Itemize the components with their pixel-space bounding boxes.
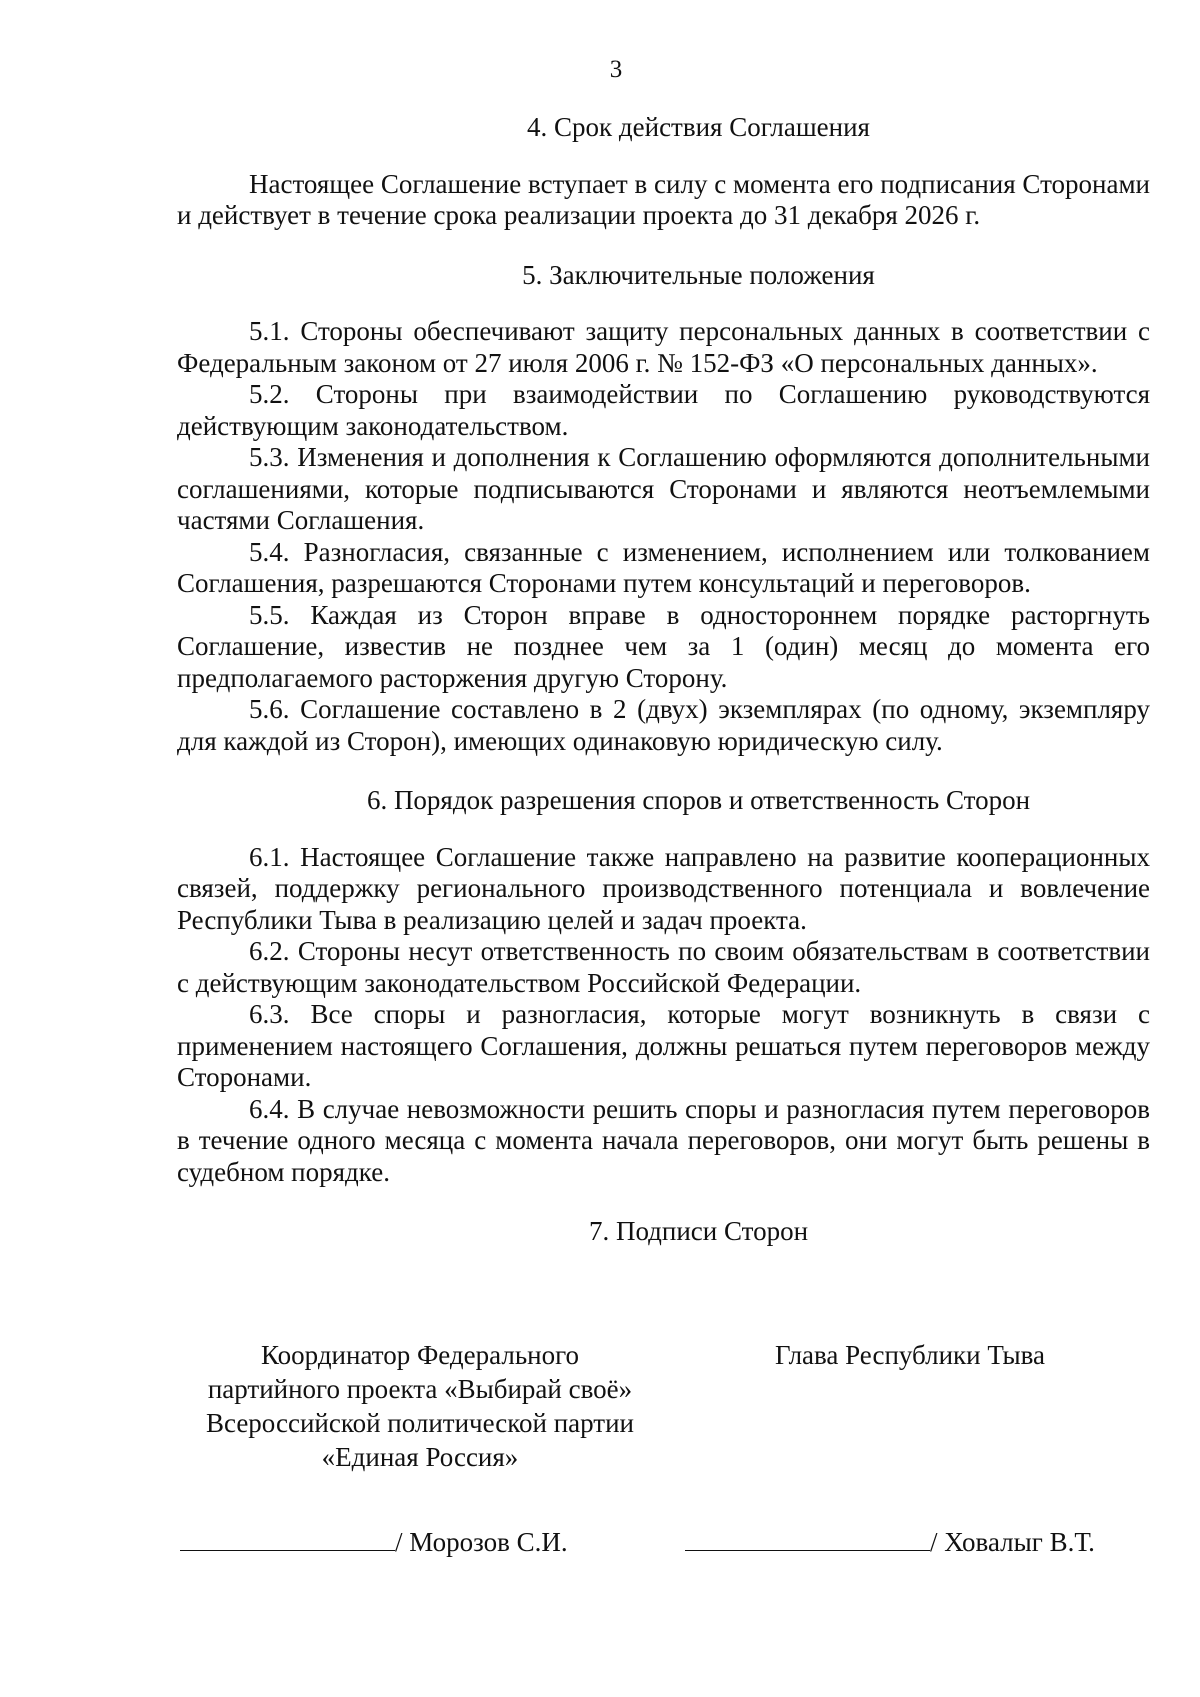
section-heading: 5. Заключительные положения (522, 259, 875, 290)
section-heading: 6. Порядок разрешения споров и ответственность Сторон (366, 785, 1031, 815)
section-heading: 4. Срок действия Соглашения (527, 112, 870, 142)
paragraph: Настоящее Соглашение вступает в силу с момента его подписания Сторонами и действует в течение срока реализации проекта до 31 декабря 2026 г. (177, 168, 1150, 230)
paragraph: 6.3. Все споры и разногласия, которые могут возникнуть в связи с применением настоящего Соглашения, должны решаться путем переговоров между Сторонами. (177, 999, 1150, 1092)
left-party-line: «Единая Россия» (321, 1442, 519, 1472)
page-number: 3 (609, 56, 623, 83)
right-party-line: Глава Республики Тыва (774, 1340, 1046, 1370)
paragraph: 5.3. Изменения и дополнения к Соглашению оформляются дополнительными соглашениями, которые подписываются Сторонами и являются неотъемлемыми частями Соглашения. (177, 442, 1150, 535)
paragraph: 6.2. Стороны несут ответственность по своим обязательствам в соответствии с действующим законодательством Российской Федерации. (177, 936, 1150, 998)
right-signature-line (685, 1526, 1095, 1558)
document-body (177, 112, 1150, 1248)
left-signer-name: / Морозов С.И. (395, 1527, 568, 1557)
left-signature-line (180, 1526, 568, 1558)
left-party-line: партийного проекта «Выбирай своё» (207, 1374, 633, 1404)
paragraph: 6.4. В случае невозможности решить споры и разногласия путем переговоров в течение одного месяца с момента начала переговоров, они могут быть решены в судебном порядке. (177, 1093, 1150, 1187)
signature-underline (685, 1526, 930, 1551)
paragraph: 5.2. Стороны при взаимодействии по Соглашению руководствуются действующим законодательством. (177, 379, 1150, 441)
paragraph: 5.1. Стороны обеспечивают защиту персональных данных в соответствии с Федеральным законом от 27 июля 2006 г. № 152-ФЗ «О персональных данных». (177, 316, 1150, 378)
paragraph: 5.6. Соглашение составлено в 2 (двух) экземплярах (по одному, экземпляру для каждой из Сторон), имеющих одинаковую юридическую силу. (177, 694, 1150, 756)
left-party-line: Всероссийской политической партии (206, 1408, 634, 1438)
right-party (760, 1338, 1060, 1372)
paragraph: 6.1. Настоящее Соглашение также направлено на развитие кооперационных связей, поддержку регионального производственного потенциала и вовлечение Республики Тыва в реализацию целей и задач проекта. (177, 841, 1150, 935)
right-signer-name: / Ховалыг В.Т. (930, 1527, 1095, 1557)
left-party-line: Координатор Федерального (261, 1340, 579, 1370)
paragraph: 5.4. Разногласия, связанные с изменением, исполнением или толкованием Соглашения, разрешаются Сторонами путем консультаций и переговоров. (177, 536, 1150, 598)
paragraph: 5.5. Каждая из Сторон вправе в одностороннем порядке расторгнуть Соглашение, известив не позднее чем за 1 (один) месяц до момента его предполагаемого расторжения другую Сторону. (177, 599, 1150, 693)
signatures-heading: 7. Подписи Сторон (588, 1216, 809, 1246)
signature-underline (180, 1526, 395, 1551)
left-party (180, 1338, 660, 1474)
